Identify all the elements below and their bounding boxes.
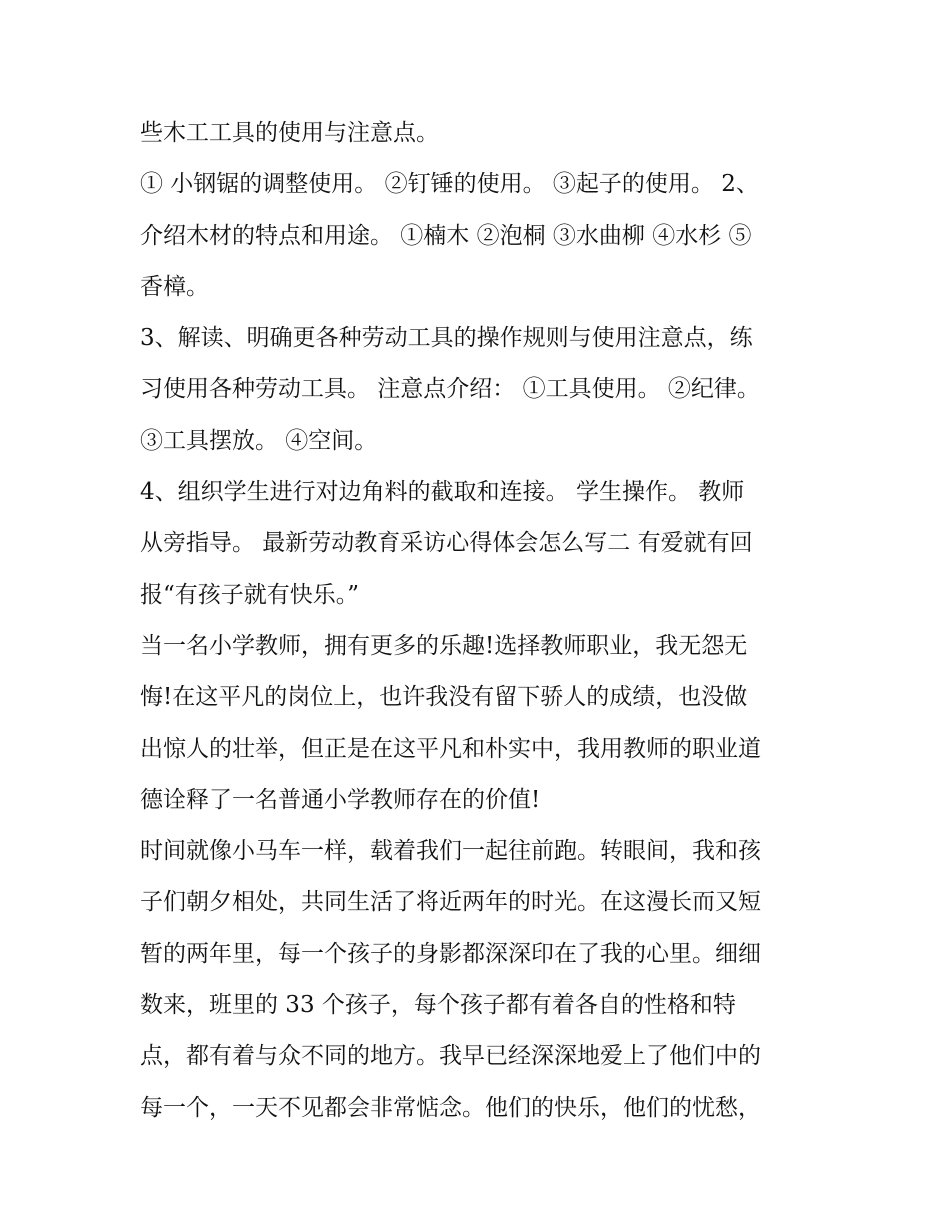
text-line: 当一名小学教师，拥有更多的乐趣!选择教师职业，我无怨无	[140, 632, 748, 659]
text-line: 香樟。	[140, 273, 209, 300]
text-line: 德诠释了一名普通小学教师存在的价值!	[140, 786, 541, 813]
text-line: 每一个，一天不见都会非常惦念。他们的快乐，他们的忧愁，	[140, 1094, 761, 1121]
text-line: 悔!在这平凡的岗位上，也许我没有留下骄人的成绩，也没做	[140, 684, 748, 711]
text-line: 些木工工具的使用与注意点。	[140, 120, 439, 146]
text-line: 报“有孩子就有快乐。”	[140, 581, 360, 608]
text-line: 时间就像小马车一样，载着我们一起往前跑。转眼间，我和孩	[140, 838, 761, 865]
text-line: 子们朝夕相处，共同生活了将近两年的时光。在这漫长而又短	[140, 889, 761, 916]
text-line: ① 小钢锯的调整使用。 ②钉锤的使用。 ③起子的使用。 2、	[140, 171, 759, 198]
text-line: 出惊人的壮举，但正是在这平凡和朴实中，我用教师的职业道	[140, 735, 761, 762]
text-line: 习使用各种劳动工具。 注意点介绍： ①工具使用。 ②纪律。	[140, 376, 760, 403]
text-line: 3、解读、明确更各种劳动工具的操作规则与使用注意点，练	[140, 325, 753, 352]
text-line: 暂的两年里，每一个孩子的身影都深深印在了我的心里。细细	[140, 940, 761, 967]
text-line: 从旁指导。 最新劳动教育采访心得体会怎么写二 有爱就有回	[140, 530, 753, 557]
text-line: 4、组织学生进行对边角料的截取和连接。 学生操作。 教师	[140, 479, 745, 506]
text-line: 介绍木材的特点和用途。 ①楠木 ②泡桐 ③水曲柳 ④水杉 ⑤	[140, 222, 752, 249]
text-line: ③工具摆放。 ④空间。	[140, 427, 378, 454]
text-line: 数来，班里的 33 个孩子，每个孩子都有着各自的性格和特	[140, 992, 736, 1019]
text-line: 点，都有着与众不同的地方。我早已经深深地爱上了他们中的	[140, 1043, 761, 1070]
document-body	[140, 108, 820, 1134]
